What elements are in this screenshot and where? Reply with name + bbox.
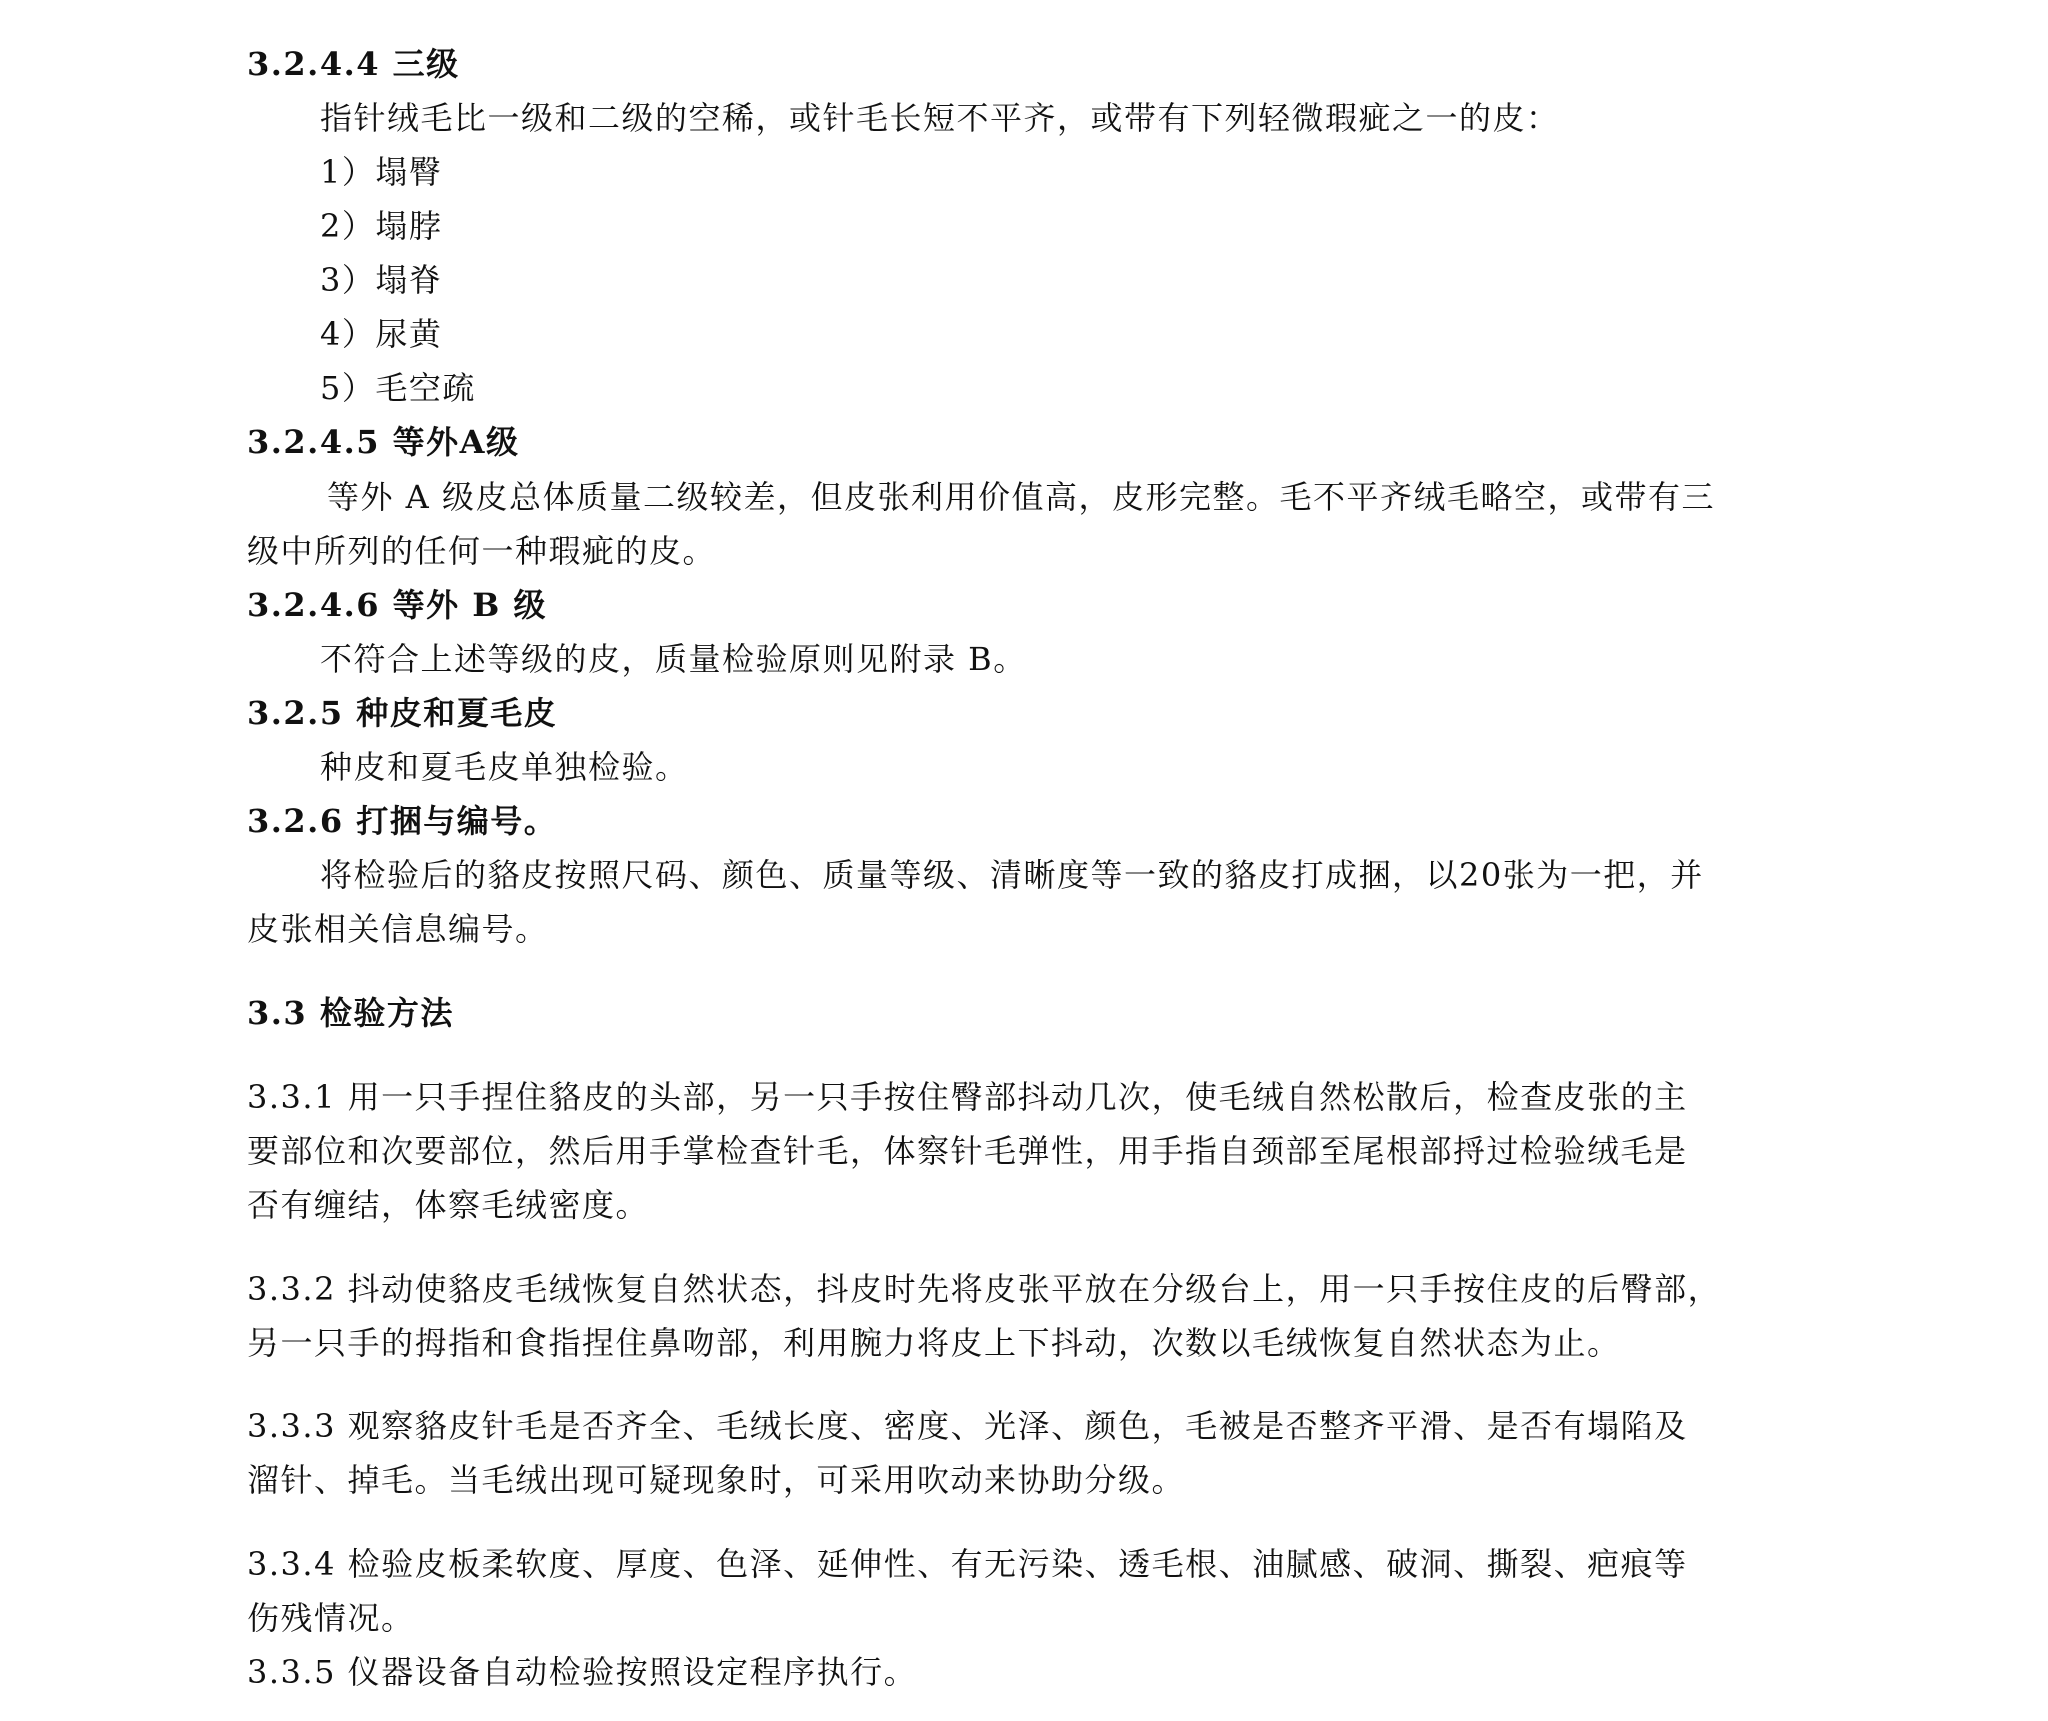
list-item: 3）塌脊 xyxy=(320,261,443,299)
paragraph-line: 级中所列的任何一种瑕疵的皮。 xyxy=(247,532,717,570)
heading-3-3: 3.3 检验方法 xyxy=(247,994,454,1032)
paragraph-line: 否有缠结，体察毛绒密度。 xyxy=(247,1186,650,1224)
heading-3-2-4-6: 3.2.4.6 等外 B 级 xyxy=(247,586,547,624)
list-item: 4）尿黄 xyxy=(320,315,443,353)
heading-3-2-4-5: 3.2.4.5 等外A级 xyxy=(247,423,520,461)
paragraph-line: 指针绒毛比一级和二级的空稀，或针毛长短不平齐，或带有下列轻微瑕疵之一的皮： xyxy=(320,99,1560,137)
paragraph-line: 将检验后的貉皮按照尺码、颜色、质量等级、清晰度等一致的貉皮打成捆，以20张为一把，并 xyxy=(320,856,1704,894)
paragraph-line: 等外 A 级皮总体质量二级较差，但皮张利用价值高，皮形完整。毛不平齐绒毛略空，或带有三 xyxy=(327,478,1715,516)
paragraph-line: 种皮和夏毛皮单独检验。 xyxy=(320,748,689,786)
list-item: 5）毛空疏 xyxy=(320,369,476,407)
paragraph-line: 3.3.3 观察貉皮针毛是否齐全、毛绒长度、密度、光泽、颜色，毛被是否整齐平滑、是否有塌陷及 xyxy=(247,1407,1688,1445)
paragraph-line: 3.3.2 抖动使貉皮毛绒恢复自然状态，抖皮时先将皮张平放在分级台上，用一只手按住皮的后臀部， xyxy=(247,1270,1722,1308)
heading-3-2-6: 3.2.6 打捆与编号。 xyxy=(247,802,558,840)
paragraph-line: 3.3.5 仪器设备自动检验按照设定程序执行。 xyxy=(247,1653,918,1691)
paragraph-line: 溜针、掉毛。当毛绒出现可疑现象时，可采用吹动来协助分级。 xyxy=(247,1461,1186,1499)
paragraph-line: 皮张相关信息编号。 xyxy=(247,910,549,948)
paragraph-line: 不符合上述等级的皮，质量检验原则见附录 B。 xyxy=(320,640,1027,678)
paragraph-line: 3.3.4 检验皮板柔软度、厚度、色泽、延伸性、有无污染、透毛根、油腻感、破洞、撕裂、疤痕等 xyxy=(247,1545,1688,1583)
paragraph-line: 3.3.1 用一只手捏住貉皮的头部，另一只手按住臀部抖动几次，使毛绒自然松散后，检查皮张的主 xyxy=(247,1078,1688,1116)
list-item: 1）塌臀 xyxy=(320,153,443,191)
heading-3-2-5: 3.2.5 种皮和夏毛皮 xyxy=(247,694,558,732)
paragraph-line: 伤残情况。 xyxy=(247,1599,415,1637)
paragraph-line: 另一只手的拇指和食指捏住鼻吻部，利用腕力将皮上下抖动，次数以毛绒恢复自然状态为止。 xyxy=(247,1324,1621,1362)
heading-3-2-4-4: 3.2.4.4 三级 xyxy=(247,45,460,83)
list-item: 2）塌脖 xyxy=(320,207,443,245)
paragraph-line: 要部位和次要部位，然后用手掌检查针毛，体察针毛弹性，用手指自颈部至尾根部捋过检验绒毛是 xyxy=(247,1132,1688,1170)
